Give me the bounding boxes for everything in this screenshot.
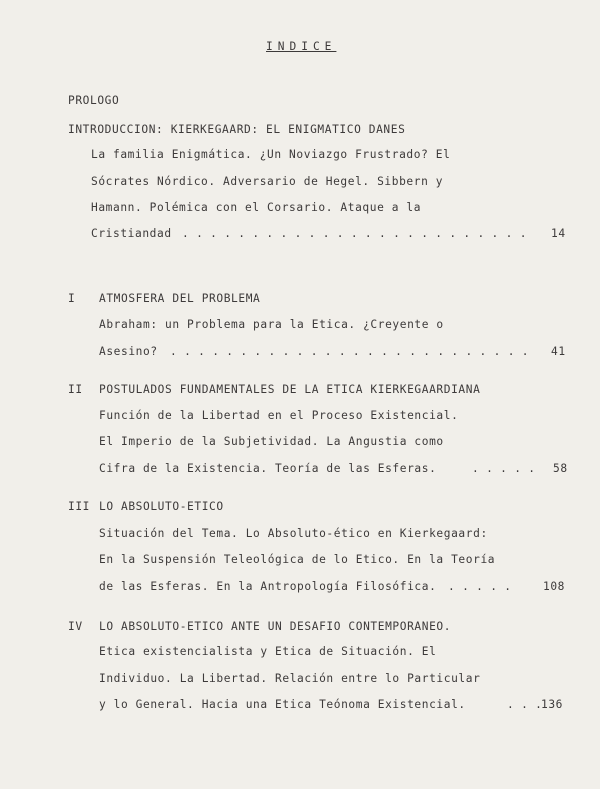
chapter-1-heading: ATMOSFERA DEL PROBLEMA <box>99 292 261 305</box>
chapter-3-heading: LO ABSOLUTO-ETICO <box>99 500 224 513</box>
chapter-2-line-2: El Imperio de la Subjetividad. La Angustia como <box>99 435 444 448</box>
chapter-1-page-number: 41 <box>551 345 566 358</box>
chapter-2-line-3: Cifra de la Existencia. Teoría de las Esferas. <box>99 462 437 475</box>
intro-leader-dots: . . . . . . . . . . . . . . . . . . . . . . . . . <box>182 227 527 240</box>
chapter-4-line-2: Individuo. La Libertad. Relación entre lo Particular <box>99 672 481 685</box>
introduccion-heading: INTRODUCCION: KIERKEGAARD: EL ENIGMATICO DANES <box>68 123 406 136</box>
chapter-1-leader-dots: . . . . . . . . . . . . . . . . . . . . . . . . . . <box>170 345 529 358</box>
chapter-2-page-number: 58 <box>553 462 568 475</box>
chapter-4-page-number: 136 <box>541 698 564 711</box>
chapter-2-heading: POSTULADOS FUNDAMENTALES DE LA ETICA KIERKEGAARDIANA <box>99 383 481 396</box>
chapter-3-numeral: III <box>68 500 91 513</box>
chapter-4-heading: LO ABSOLUTO-ETICO ANTE UN DESAFIO CONTEMPORANEO. <box>99 620 452 633</box>
intro-line-4: Cristiandad <box>91 227 172 240</box>
chapter-4-leader-dots: . . . <box>507 698 543 711</box>
prologo-heading: PROLOGO <box>68 94 120 107</box>
chapter-3-page-number: 108 <box>543 580 566 593</box>
intro-page-number: 14 <box>551 227 566 240</box>
chapter-3-line-2: En la Suspensión Teleológica de lo Etico. En la Teoría <box>99 553 496 566</box>
intro-line-3: Hamann. Polémica con el Corsario. Ataque a la <box>91 201 422 214</box>
chapter-2-leader-dots: . . . . . <box>472 462 536 475</box>
chapter-2-line-1: Función de la Libertad en el Proceso Existencial. <box>99 409 459 422</box>
intro-line-1: La familia Enigmática. ¿Un Noviazgo Frustrado? El <box>91 148 451 161</box>
chapter-3-line-3: de las Esferas. En la Antropología Filosófica. <box>99 580 437 593</box>
chapter-2-numeral: II <box>68 383 83 396</box>
intro-line-2: Sócrates Nórdico. Adversario de Hegel. Sibbern y <box>91 175 444 188</box>
chapter-3-leader-dots: . . . . . <box>448 580 512 593</box>
chapter-3-line-1: Situación del Tema. Lo Absoluto-ético en Kierkegaard: <box>99 527 488 540</box>
chapter-4-numeral: IV <box>68 620 83 633</box>
chapter-1-line-1: Abraham: un Problema para la Etica. ¿Creyente o <box>99 318 444 331</box>
chapter-1-numeral: I <box>68 292 76 305</box>
chapter-1-line-2: Asesino? <box>99 345 158 358</box>
chapter-4-line-3: y lo General. Hacia una Etica Teónoma Existencial. <box>99 698 466 711</box>
chapter-4-line-1: Etica existencialista y Etica de Situación. El <box>99 645 437 658</box>
page-title: INDICE <box>266 40 337 53</box>
